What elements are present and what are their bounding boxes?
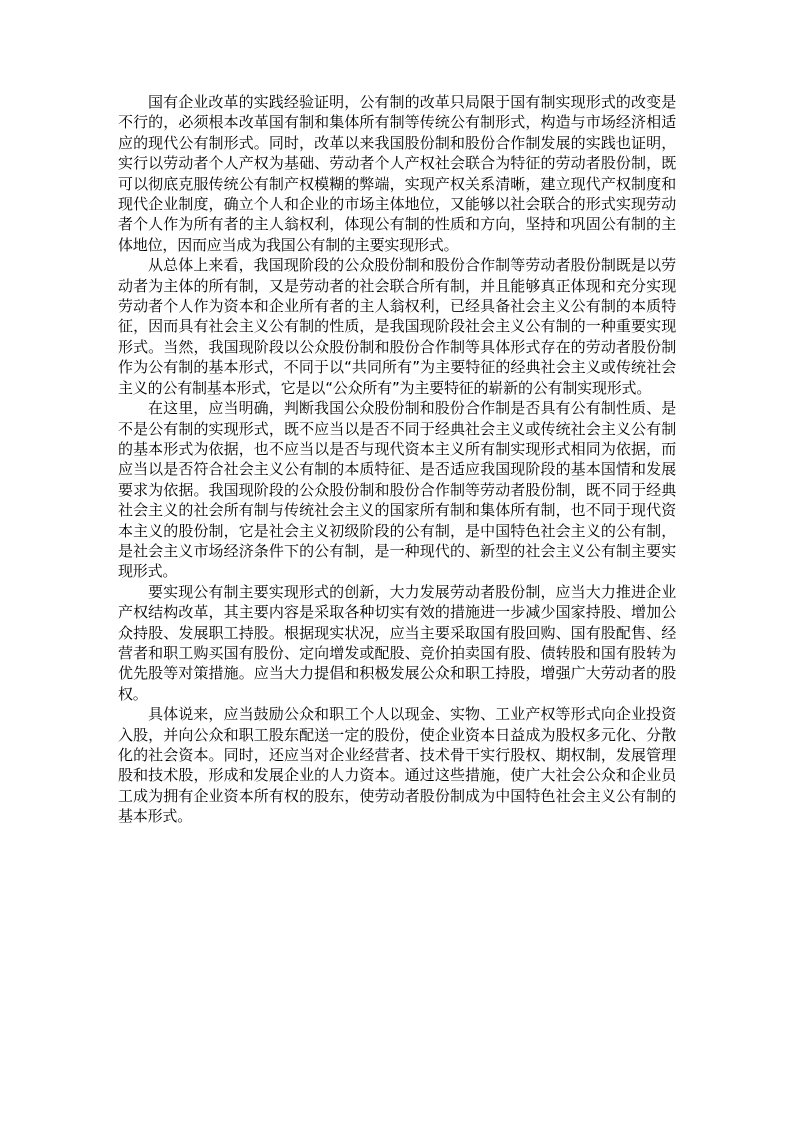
document-body	[118, 92, 676, 827]
paragraph-5: 具体说来，应当鼓励公众和职工个人以现金、实物、工业产权等形式向企业投资入股，并向公众和职工股东配送一定的股份，使企业资本日益成为股权多元化、分散化的社会资本。同时，还应当对企业经营者、技术骨干实行股权、期权制，发展管理股和技术股，形成和发展企业的人力资本。通过这些措施，使广大社会公众和企业员工成为拥有企业资本所有权的股东，使劳动者股份制成为中国特色社会主义公有制的基本形式。	[118, 705, 676, 826]
paragraph-2: 从总体上来看，我国现阶段的公众股份制和股份合作制等劳动者股份制既是以劳动者为主体的所有制，又是劳动者的社会联合所有制，并且能够真正体现和充分实现劳动者个人作为资本和企业所有者的主人翁权利，已经具备社会主义公有制的本质特征，因而具有社会主义公有制的性质，是我国现阶段社会主义公有制的一种重要实现形式。当然，我国现阶段以公众股份制和股份合作制等具体形式存在的劳动者股份制作为公有制的基本形式，不同于以“共同所有”为主要特征的经典社会主义或传统社会主义的公有制基本形式，它是以“公众所有”为主要特征的崭新的公有制实现形式。	[118, 256, 676, 397]
paragraph-4: 要实现公有制主要实现形式的创新，大力发展劳动者股份制，应当大力推进企业产权结构改革，其主要内容是采取各种切实有效的措施进一步减少国家持股、增加公众持股、发展职工持股。根据现实状况，应当主要采取国有股回购、国有股配售、经营者和职工购买国有股份、定向增发或配股、竞价拍卖国有股、债转股和国有股转为优先股等对策措施。应当大力提倡和积极发展公众和职工持股，增强广大劳动者的股权。	[118, 582, 676, 703]
paragraph-1: 国有企业改革的实践经验证明，公有制的改革只局限于国有制实现形式的改变是不行的，必须根本改革国有制和集体所有制等传统公有制形式，构造与市场经济相适应的现代公有制形式。同时，改革以来我国股份制和股份合作制发展的实践也证明，实行以劳动者个人产权为基础、劳动者个人产权社会联合为特征的劳动者股份制，既可以彻底克服传统公有制产权模糊的弊端，实现产权关系清晰，建立现代产权制度和现代企业制度，确立个人和企业的市场主体地位，又能够以社会联合的形式实现劳动者个人作为所有者的主人翁权利，体现公有制的性质和方向，坚持和巩固公有制的主体地位，因而应当成为我国公有制的主要实现形式。	[118, 93, 676, 254]
paragraph-3: 在这里，应当明确，判断我国公众股份制和股份合作制是否具有公有制性质、是不是公有制的实现形式，既不应当以是否不同于经典社会主义或传统社会主义公有制的基本形式为依据，也不应当以是否与现代资本主义所有制实现形式相同为依据，而应当以是否符合社会主义公有制的本质特征、是否适应我国现阶段的基本国情和发展要求为依据。我国现阶段的公众股份制和股份合作制等劳动者股份制，既不同于经典社会主义的社会所有制与传统社会主义的国家所有制和集体所有制，也不同于现代资本主义的股份制，它是社会主义初级阶段的公有制，是中国特色社会主义的公有制，是社会主义市场经济条件下的公有制，是一种现代的、新型的社会主义公有制主要实现形式。	[118, 399, 676, 581]
